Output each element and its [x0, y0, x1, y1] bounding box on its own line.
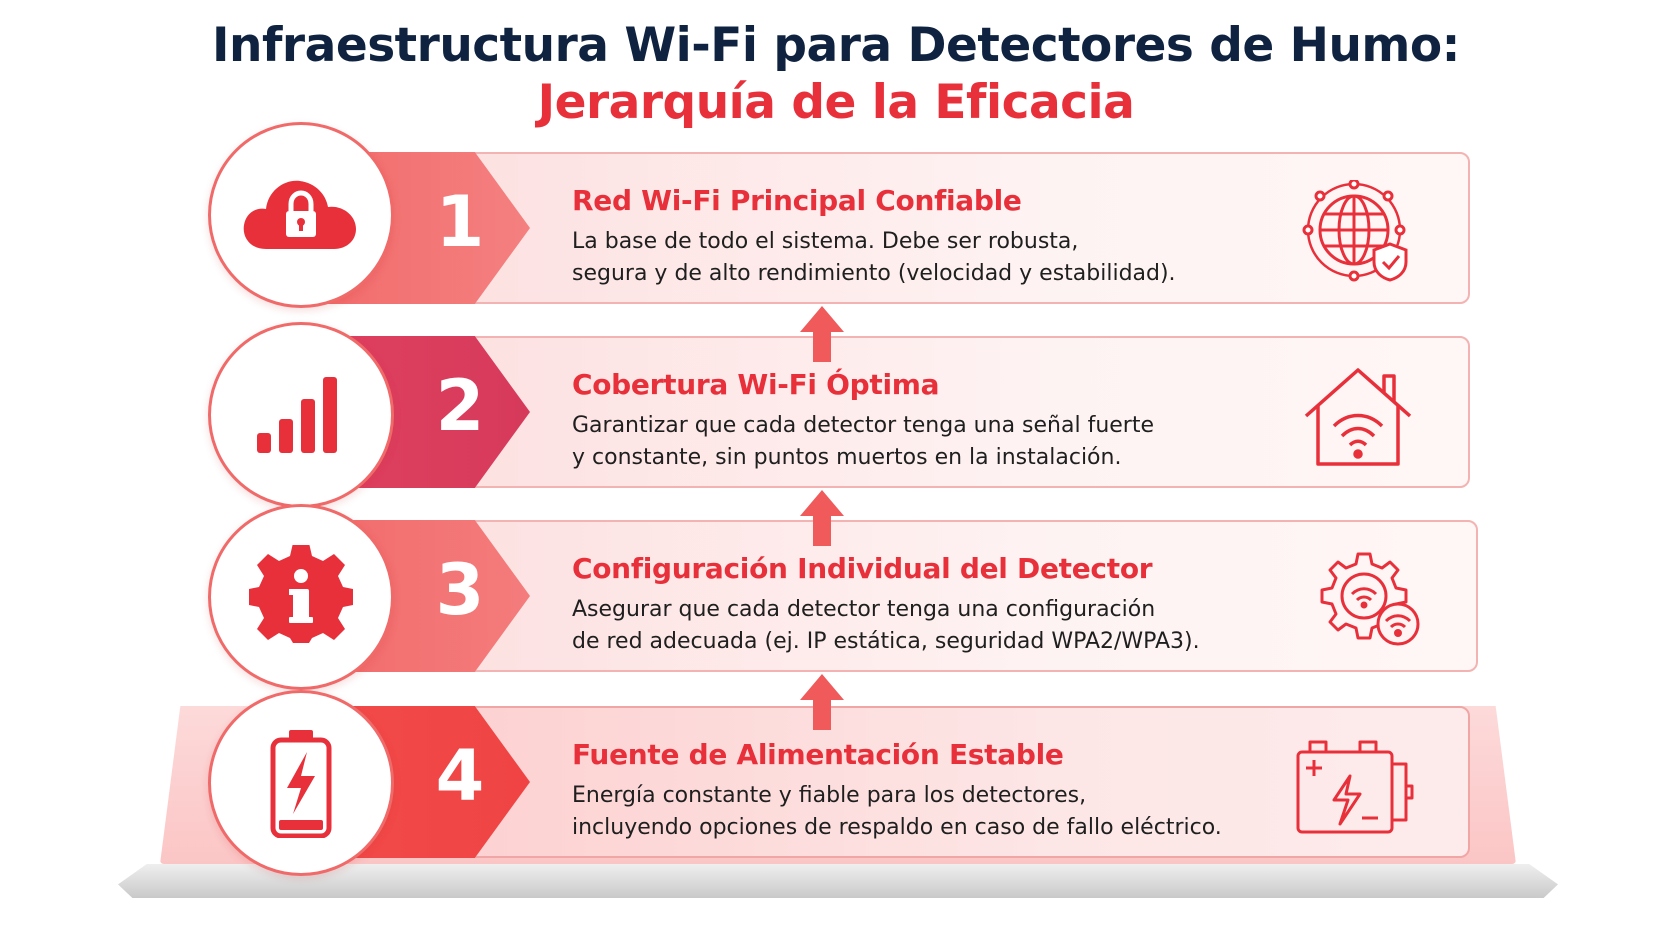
level-description	[572, 780, 1292, 844]
gear-wifi-icon	[1306, 548, 1426, 652]
arrow-up-icon	[800, 306, 844, 362]
description-line: y constante, sin puntos muertos en la instalación.	[572, 445, 1122, 470]
level-card-2	[430, 336, 1470, 488]
level-number: 4	[435, 735, 485, 817]
level-title: Red Wi-Fi Principal Confiable	[572, 184, 1022, 217]
level-card-3	[430, 520, 1478, 672]
level-number: 1	[435, 181, 485, 263]
description-line: Asegurar que cada detector tenga una configuración	[572, 597, 1156, 622]
level-icon-badge-2	[208, 322, 394, 508]
cloud-lock-icon	[242, 173, 360, 257]
level-icon-badge-3	[208, 504, 394, 690]
level-number: 2	[435, 365, 485, 447]
gear-info-icon	[249, 545, 353, 649]
level-card-1	[430, 152, 1470, 304]
level-description	[572, 410, 1292, 474]
battery-bolt-icon	[269, 728, 333, 838]
description-line: incluyendo opciones de respaldo en caso de fallo eléctrico.	[572, 815, 1222, 840]
description-line: Energía constante y fiable para los detectores,	[572, 783, 1087, 808]
signal-bars-icon	[251, 373, 351, 457]
level-icon-badge-4	[208, 690, 394, 876]
diagram-subtitle: Jerarquía de la Eficacia	[537, 75, 1135, 130]
description-line: segura y de alto rendimiento (velocidad y estabilidad).	[572, 261, 1176, 286]
globe-shield-icon	[1298, 180, 1418, 284]
level-title: Configuración Individual del Detector	[572, 552, 1153, 585]
house-wifi-icon	[1298, 364, 1418, 468]
level-description	[572, 594, 1292, 658]
level-card-4	[430, 706, 1470, 858]
diagram-title: Infraestructura Wi-Fi para Detectores de Humo:	[212, 18, 1460, 73]
level-description	[572, 226, 1292, 290]
level-title: Cobertura Wi-Fi Óptima	[572, 368, 940, 401]
arrow-up-icon	[800, 674, 844, 730]
level-number: 3	[435, 549, 485, 631]
level-title: Fuente de Alimentación Estable	[572, 738, 1064, 771]
description-line: Garantizar que cada detector tenga una señal fuerte	[572, 413, 1155, 438]
car-battery-icon	[1294, 734, 1418, 838]
arrow-up-icon	[800, 490, 844, 546]
level-icon-badge-1	[208, 122, 394, 308]
description-line: de red adecuada (ej. IP estática, seguridad WPA2/WPA3).	[572, 629, 1200, 654]
description-line: La base de todo el sistema. Debe ser robusta,	[572, 229, 1079, 254]
